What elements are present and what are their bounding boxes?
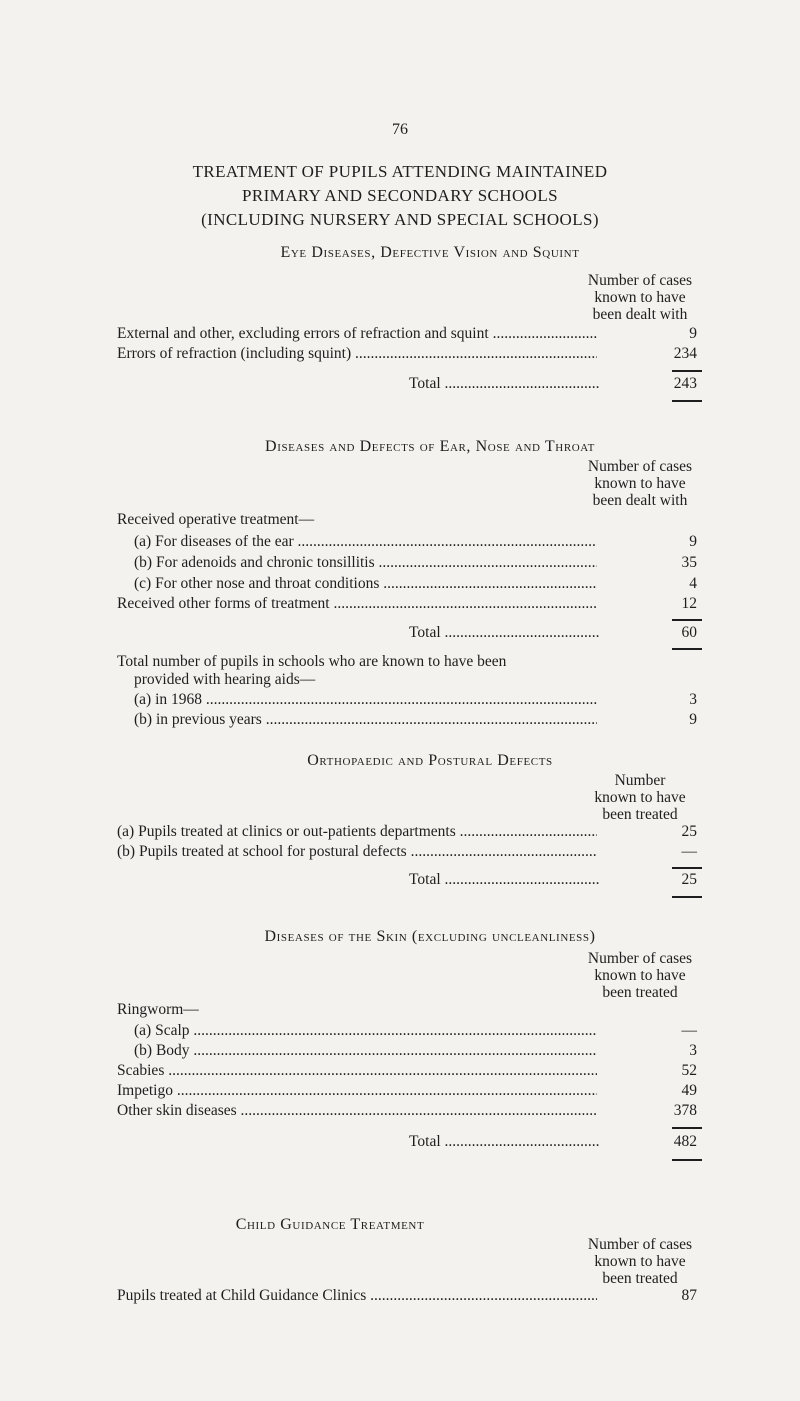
row-label: (b) in previous years .....: [134, 710, 597, 730]
ortho-row-clinics: [117, 822, 717, 842]
ent-heading: Diseases and Defects of Ear, Nose and Throat: [265, 438, 595, 455]
col-head-line: been treated: [602, 984, 678, 1001]
col-head-line: known to have: [594, 1253, 686, 1270]
hearing-aids-text: provided with hearing aids—: [134, 671, 316, 688]
ent-column-header: [560, 458, 720, 509]
row-label: (a) in 1968 .....: [134, 690, 597, 710]
row-value: —: [681, 843, 697, 860]
row-label: Impetigo .....: [117, 1081, 597, 1101]
ent-row-other-conditions: [117, 574, 717, 594]
group-label: Received operative treatment—: [117, 511, 315, 528]
ent-row-ear: [117, 532, 717, 552]
col-head-line: known to have: [594, 789, 686, 806]
row-label: Other skin diseases .....: [117, 1101, 597, 1121]
rule: [672, 400, 702, 402]
row-label: (a) Scalp .....: [134, 1021, 597, 1041]
rule: [672, 619, 702, 621]
page-title: [0, 160, 800, 232]
col-head-line: Number of cases: [587, 458, 693, 475]
child-column-header: [560, 1236, 720, 1287]
row-value: 234: [673, 345, 697, 362]
skin-row-other: [117, 1101, 717, 1121]
row-value: 378: [673, 1102, 697, 1119]
skin-row-scabies: [117, 1061, 717, 1081]
rule: [672, 1127, 702, 1129]
col-head-line: been dealt with: [592, 492, 688, 509]
total-label: Total .....: [409, 623, 599, 643]
hearing-aids-line-2: [117, 670, 717, 690]
skin-total-row: [117, 1132, 717, 1152]
hearing-aids-line-1: [117, 652, 717, 672]
col-head-line: been treated: [602, 806, 678, 823]
child-heading-wrap: [0, 1216, 660, 1234]
col-head-line: been dealt with: [592, 306, 688, 323]
title-line-2: PRIMARY AND SECONDARY SCHOOLS: [242, 186, 558, 205]
row-value: 4: [689, 575, 697, 592]
ortho-row-postural: [117, 842, 717, 862]
eye-heading: Eye Diseases, Defective Vision and Squint: [280, 244, 580, 261]
ent-row-other-treatment: [117, 594, 717, 614]
col-head-line: Number of cases: [587, 950, 693, 967]
row-label: (a) For diseases of the ear .....: [134, 532, 597, 552]
eye-row-external: [117, 324, 717, 344]
eye-column-header: [560, 272, 720, 323]
skin-column-header: [560, 950, 720, 1001]
total-value: 25: [681, 871, 697, 888]
col-head-line: Number: [614, 772, 666, 789]
skin-heading: Diseases of the Skin (excluding uncleanliness): [264, 928, 596, 945]
ortho-total-row: [117, 870, 717, 890]
col-head-line: known to have: [594, 967, 686, 984]
row-value: 35: [681, 554, 697, 571]
rule: [672, 896, 702, 898]
rule: [672, 370, 702, 372]
hearing-row-previous: [117, 710, 717, 730]
col-head-line: known to have: [594, 475, 686, 492]
row-value: 49: [681, 1082, 697, 1099]
title-line-1: TREATMENT OF PUPILS ATTENDING MAINTAINED: [192, 162, 608, 181]
skin-group-label: [117, 1000, 717, 1020]
row-label: (b) Pupils treated at school for postural defects .....: [117, 842, 597, 862]
ent-total-row: [117, 623, 717, 643]
title-line-3: (INCLUDING NURSERY AND SPECIAL SCHOOLS): [201, 210, 599, 229]
row-value: 9: [689, 325, 697, 342]
rule: [672, 867, 702, 869]
row-label: (a) Pupils treated at clinics or out-patients departments .....: [117, 822, 597, 842]
total-value: 60: [681, 624, 697, 641]
ent-group-label: [117, 510, 717, 530]
hearing-row-1968: [117, 690, 717, 710]
total-label: Total .....: [409, 374, 599, 394]
col-head-line: Number of cases: [587, 1236, 693, 1253]
skin-row-body: [117, 1041, 717, 1061]
col-head-line: known to have: [594, 289, 686, 306]
child-row-clinics: [117, 1286, 717, 1306]
eye-total-row: [117, 374, 717, 394]
total-value: 482: [673, 1133, 697, 1150]
row-value: 52: [681, 1062, 697, 1079]
rule: [672, 648, 702, 650]
row-label: Scabies .....: [117, 1061, 597, 1081]
group-label: Ringworm—: [117, 1001, 199, 1018]
row-label: Errors of refraction (including squint) .....: [117, 344, 597, 364]
row-value: 9: [689, 533, 697, 550]
ortho-heading: Orthopaedic and Postural Defects: [307, 752, 553, 769]
row-label: Pupils treated at Child Guidance Clinics .....: [117, 1286, 597, 1306]
total-label: Total .....: [409, 870, 599, 890]
hearing-aids-text: Total number of pupils in schools who are known to have been: [117, 653, 507, 670]
row-value: 3: [689, 1042, 697, 1059]
col-head-line: been treated: [602, 1270, 678, 1287]
row-value: 12: [681, 595, 697, 612]
eye-row-refraction: [117, 344, 717, 364]
row-value: 9: [689, 711, 697, 728]
total-label: Total .....: [409, 1132, 599, 1152]
ent-row-adenoids: [117, 553, 717, 573]
row-value: —: [681, 1022, 697, 1039]
row-label: (c) For other nose and throat conditions .....: [134, 574, 597, 594]
row-label: External and other, excluding errors of refraction and squint .....: [117, 324, 597, 344]
skin-row-impetigo: [117, 1081, 717, 1101]
child-heading: Child Guidance Treatment: [235, 1216, 425, 1233]
row-label: (b) For adenoids and chronic tonsillitis .....: [134, 553, 597, 573]
ortho-column-header: [560, 772, 720, 823]
col-head-line: Number of cases: [587, 272, 693, 289]
skin-row-scalp: [117, 1021, 717, 1041]
row-label: (b) Body .....: [134, 1041, 597, 1061]
rule: [672, 1159, 702, 1161]
total-value: 243: [673, 375, 697, 392]
row-value: 3: [689, 691, 697, 708]
row-label: Received other forms of treatment .....: [117, 594, 597, 614]
row-value: 25: [681, 823, 697, 840]
page-number: 76: [392, 121, 408, 138]
row-value: 87: [681, 1287, 697, 1304]
